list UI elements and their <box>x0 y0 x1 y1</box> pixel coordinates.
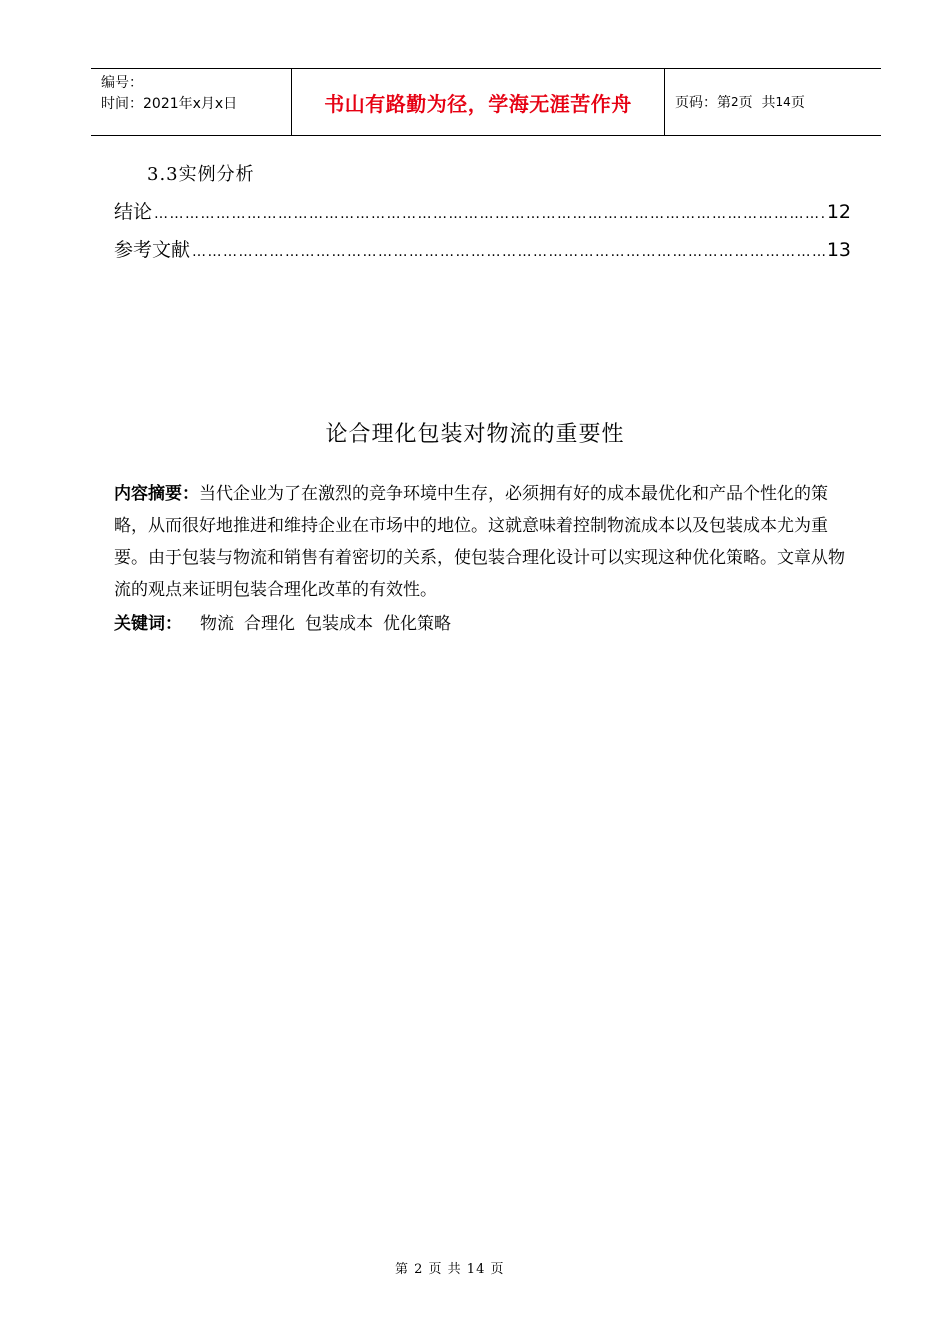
abstract-paragraph <box>114 478 860 606</box>
toc-leader-dots <box>192 244 825 260</box>
toc-entry-page: 12 <box>826 201 851 223</box>
document-title: 论合理化包装对物流的重要性 <box>325 422 625 447</box>
header-page-cell <box>665 69 881 135</box>
toc-entry-label: 参考文献 <box>114 239 191 261</box>
toc-entry-label: 结论 <box>114 201 153 223</box>
header-table <box>91 68 881 136</box>
page-total: 14 <box>775 95 791 109</box>
page-prefix: 第 <box>717 95 731 111</box>
toc-entry-references[interactable] <box>114 235 851 262</box>
keyword: 优化策略 <box>383 614 451 634</box>
keywords-label: 关键词： <box>114 614 182 634</box>
keywords-line <box>114 608 461 640</box>
page-suffix: 页 <box>790 95 805 111</box>
motto-text: 书山有路勤为径，学海无涯苦作舟 <box>324 91 632 116</box>
time-label: 时间： <box>101 96 143 112</box>
toc-leader-dots <box>154 206 825 222</box>
page-current: 2 <box>731 95 739 109</box>
abstract-label: 内容摘要： <box>114 484 199 504</box>
code-label: 编号： <box>101 75 143 91</box>
keyword: 物流 <box>200 614 234 634</box>
keyword: 包装成本 <box>305 614 373 634</box>
header-meta-cell <box>91 69 292 135</box>
time-value: 2021年x月x日 <box>143 96 238 112</box>
header-motto-cell <box>292 69 665 135</box>
toc-subsection: 3.3实例分析 <box>147 164 255 185</box>
page-mid: 页 共 <box>738 95 776 111</box>
page-label: 页码： <box>675 95 717 111</box>
toc-entry-page: 13 <box>826 239 851 261</box>
keyword: 合理化 <box>244 614 295 634</box>
abstract-text: 当代企业为了在激烈的竞争环境中生存，必须拥有好的成本最优化和产品个性化的策略，从而很好地推进和维持企业在市场中的地位。这就意味着控制物流成本以及包装成本尤为重要。由于包装与物流和销售有着密切的关系，使包装合理化设计可以实现这种优化策略。文章从物流的观点来证明包装合理化改革的有效性。 <box>114 484 845 600</box>
toc-entry-conclusion[interactable] <box>114 197 851 224</box>
time-line <box>101 94 291 115</box>
page-footer: 第 2 页 共 14 页 <box>395 1262 505 1277</box>
